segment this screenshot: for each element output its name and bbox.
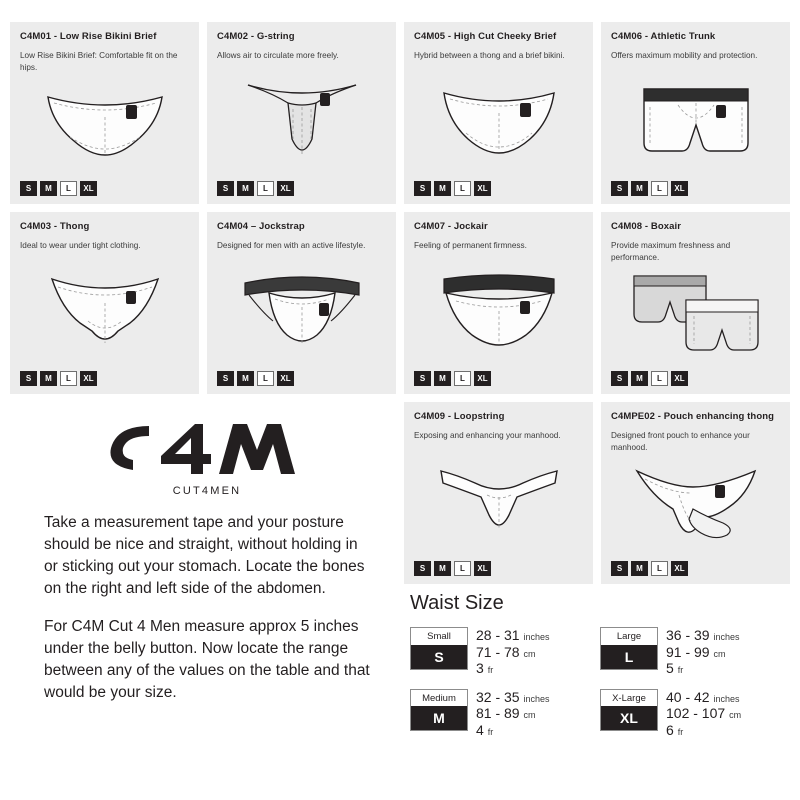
product-card-c4m04[interactable] xyxy=(207,212,396,394)
size-chip-l[interactable]: L xyxy=(651,371,668,386)
size-chip-group xyxy=(414,561,491,576)
size-chip-l[interactable]: L xyxy=(257,181,274,196)
fr-unit: fr xyxy=(677,665,684,676)
waist-row-large xyxy=(600,627,790,677)
size-chip-s[interactable]: S xyxy=(217,181,234,196)
size-chip-xl[interactable]: XL xyxy=(277,371,294,386)
size-chip-m[interactable]: M xyxy=(237,181,254,196)
g-string-illustration xyxy=(207,74,396,172)
product-description: Feeling of permanent firmness. xyxy=(414,241,527,251)
product-title: C4M05 - High Cut Cheeky Brief xyxy=(414,31,557,42)
fr-unit: fr xyxy=(487,665,494,676)
inches-unit: inches xyxy=(523,693,550,704)
fr-unit: fr xyxy=(487,726,494,737)
inches-value: 28 - 31 xyxy=(476,627,520,643)
product-title: C4M03 - Thong xyxy=(20,221,90,232)
product-card-c4m05[interactable] xyxy=(404,22,593,204)
product-card-c4m06[interactable] xyxy=(601,22,790,204)
inches-unit: inches xyxy=(713,693,740,704)
cm-unit: cm xyxy=(523,648,536,659)
size-chip-m[interactable]: M xyxy=(40,181,57,196)
inches-value: 32 - 35 xyxy=(476,688,520,705)
size-chip-group xyxy=(611,371,688,386)
size-chip-l[interactable]: L xyxy=(651,561,668,576)
size-chip-s[interactable]: S xyxy=(611,561,628,576)
product-description: Ideal to wear under tight clothing. xyxy=(20,241,141,251)
inches-unit: inches xyxy=(713,632,740,642)
waist-row-small xyxy=(410,627,600,677)
product-title: C4M09 - Loopstring xyxy=(414,411,505,422)
size-chip-s[interactable]: S xyxy=(217,371,234,386)
size-chip-group xyxy=(217,371,294,386)
product-grid xyxy=(10,22,790,584)
brand-tagline: CUT4MEN xyxy=(172,485,242,497)
instructions-paragraph-2: For C4M Cut 4 Men measure approx 5 inches under the belly button. Now locate the range between any of the values on the table and that would be your size. xyxy=(44,618,370,701)
size-word: Large xyxy=(616,631,642,642)
size-letter: S xyxy=(411,645,467,669)
size-word: X-Large xyxy=(612,692,646,704)
size-chip-s[interactable]: S xyxy=(611,181,628,196)
size-chip-s[interactable]: S xyxy=(414,561,431,576)
product-description: Low Rise Bikini Brief: Comfortable fit on the hips. xyxy=(20,51,178,72)
product-title: C4MPE02 - Pouch enhancing thong xyxy=(611,411,775,422)
size-chip-s[interactable]: S xyxy=(611,371,628,386)
size-chip-m[interactable]: M xyxy=(40,371,57,386)
measurements xyxy=(476,627,550,677)
boxair-illustration xyxy=(601,264,790,362)
measurement-instructions xyxy=(44,512,374,720)
size-chip-xl[interactable]: XL xyxy=(671,371,688,386)
size-box-large xyxy=(600,627,658,670)
product-card-c4m08[interactable] xyxy=(601,212,790,394)
fr-value: 4 xyxy=(476,721,484,738)
size-chip-s[interactable]: S xyxy=(20,371,37,386)
fr-value: 6 xyxy=(666,721,674,738)
product-card-c4m09[interactable] xyxy=(404,402,593,584)
product-card-c4m07[interactable] xyxy=(404,212,593,394)
waist-row-medium xyxy=(410,689,600,739)
size-chip-l[interactable]: L xyxy=(454,181,471,196)
bikini-brief-illustration xyxy=(10,74,199,172)
fr-value: 3 xyxy=(476,660,484,677)
size-chip-group xyxy=(414,371,491,386)
product-title: C4M04 – Jockstrap xyxy=(217,221,305,232)
size-chip-xl[interactable]: XL xyxy=(671,181,688,196)
size-chip-xl[interactable]: XL xyxy=(474,371,491,386)
size-box-medium xyxy=(410,689,468,732)
size-chip-s[interactable]: S xyxy=(20,181,37,196)
measurements xyxy=(476,689,550,739)
product-description: Exposing and enhancing your manhood. xyxy=(414,431,561,441)
fr-unit: fr xyxy=(677,726,684,737)
size-word: Small xyxy=(427,631,451,642)
cm-unit: cm xyxy=(713,648,726,659)
size-chip-m[interactable]: M xyxy=(434,561,451,576)
size-chip-xl[interactable]: XL xyxy=(80,181,97,196)
size-box-xlarge xyxy=(600,689,658,732)
waist-size-section xyxy=(410,592,790,738)
size-letter: L xyxy=(601,645,657,669)
jockair-illustration xyxy=(404,264,593,362)
athletic-trunk-illustration xyxy=(601,74,790,172)
size-chip-s[interactable]: S xyxy=(414,181,431,196)
product-title: C4M01 - Low Rise Bikini Brief xyxy=(20,31,157,42)
product-card-c4m01[interactable] xyxy=(10,22,199,204)
size-chip-l[interactable]: L xyxy=(651,181,668,196)
inches-value: 40 - 42 xyxy=(666,688,710,705)
product-title: C4M06 - Athletic Trunk xyxy=(611,31,716,42)
size-chip-group xyxy=(217,181,294,196)
product-card-c4m03[interactable] xyxy=(10,212,199,394)
product-description: Hybrid between a thong and a brief bikini. xyxy=(414,51,565,61)
product-description: Provide maximum freshness and performance. xyxy=(611,241,731,262)
waist-size-title: Waist Size xyxy=(410,592,504,614)
product-card-c4mpe02[interactable] xyxy=(601,402,790,584)
size-chip-xl[interactable]: XL xyxy=(671,561,688,576)
size-chip-xl[interactable]: XL xyxy=(80,371,97,386)
size-chip-m[interactable]: M xyxy=(631,371,648,386)
size-chip-m[interactable]: M xyxy=(237,371,254,386)
thong-illustration xyxy=(10,264,199,362)
measurements xyxy=(666,627,740,677)
pouch-thong-illustration xyxy=(601,454,790,552)
brand-logo-block xyxy=(92,420,322,497)
size-chip-xl[interactable]: XL xyxy=(474,561,491,576)
product-description: Allows air to circulate more freely. xyxy=(217,51,339,61)
inches-value: 36 - 39 xyxy=(666,627,710,643)
product-description: Offers maximum mobility and protection. xyxy=(611,51,758,61)
waist-row-xlarge xyxy=(600,689,790,739)
size-chip-group xyxy=(611,181,688,196)
size-chip-l[interactable]: L xyxy=(257,371,274,386)
size-chip-group xyxy=(414,181,491,196)
size-chip-m[interactable]: M xyxy=(434,181,451,196)
size-chip-l[interactable]: L xyxy=(60,181,77,196)
size-chip-l[interactable]: L xyxy=(60,371,77,386)
product-title: C4M08 - Boxair xyxy=(611,221,682,232)
size-chip-group xyxy=(611,561,688,576)
size-letter: M xyxy=(411,706,467,730)
waist-size-table xyxy=(410,627,790,738)
size-chip-group xyxy=(20,371,97,386)
cm-unit: cm xyxy=(523,710,536,721)
product-description: Designed front pouch to enhance your manhood. xyxy=(611,431,750,452)
cm-value: 71 - 78 xyxy=(476,643,520,660)
loopstring-illustration xyxy=(404,454,593,552)
size-chip-xl[interactable]: XL xyxy=(474,181,491,196)
product-description: Designed for men with an active lifestyle. xyxy=(217,241,366,251)
product-card-c4m02[interactable] xyxy=(207,22,396,204)
measurements xyxy=(666,689,741,739)
size-chip-l[interactable]: L xyxy=(454,561,471,576)
size-chip-l[interactable]: L xyxy=(454,371,471,386)
size-letter: XL xyxy=(601,706,657,730)
inches-unit: inches xyxy=(523,632,550,642)
cm-value: 102 - 107 xyxy=(666,705,726,722)
cm-value: 81 - 89 xyxy=(476,705,520,722)
c4m-logo-icon xyxy=(99,420,315,478)
product-title: C4M07 - Jockair xyxy=(414,221,488,232)
size-chip-group xyxy=(20,181,97,196)
instructions-paragraph-1: Take a measurement tape and your posture should be nice and straight, without holding in or sticking out your stomach. Locate the bones on the right and left side of the abdomen. xyxy=(44,514,365,597)
size-chip-m[interactable]: M xyxy=(631,561,648,576)
cm-value: 91 - 99 xyxy=(666,643,710,660)
size-chip-xl[interactable]: XL xyxy=(277,181,294,196)
jockstrap-illustration xyxy=(207,264,396,362)
size-chip-m[interactable]: M xyxy=(631,181,648,196)
cm-unit: cm xyxy=(729,710,742,721)
size-word: Medium xyxy=(422,692,456,704)
size-chip-m[interactable]: M xyxy=(434,371,451,386)
product-title: C4M02 - G-string xyxy=(217,31,295,42)
size-chip-s[interactable]: S xyxy=(414,371,431,386)
fr-value: 5 xyxy=(666,660,674,677)
size-box-small xyxy=(410,627,468,670)
cheeky-brief-illustration xyxy=(404,74,593,172)
